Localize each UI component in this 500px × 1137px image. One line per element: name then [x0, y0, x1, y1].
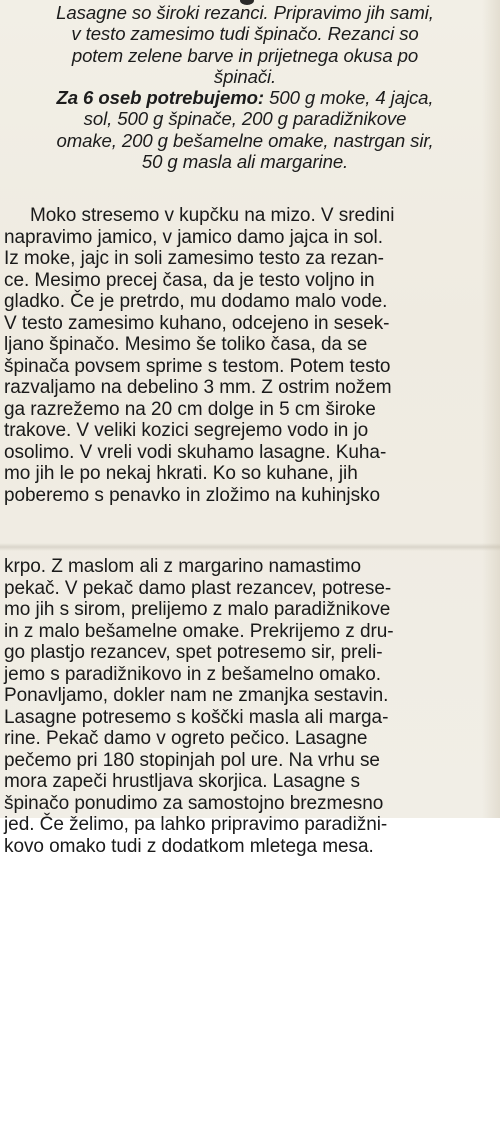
instruction-line: rine. Pekač damo v ogreto pečico. Lasagne: [4, 728, 368, 749]
recipe-intro: [6, 2, 484, 172]
instructions-part-2: [4, 556, 488, 857]
instruction-line: jed. Če želimo, pa lahko pripravimo paradižni-: [4, 814, 388, 835]
ingredients-text: 500 g moke, 4 jajca,: [264, 87, 434, 109]
instruction-line: napravimo jamico, v jamico damo jajca in sol.: [4, 226, 383, 248]
instruction-line: osolimo. V vreli vodi skuhamo lasagne. Kuha-: [4, 441, 387, 463]
ingredients-heading: Za 6 oseb potrebujemo:: [56, 87, 265, 109]
ingredients-text: sol, 500 g špinače, 200 g paradižnikove: [83, 108, 407, 130]
instruction-line: V testo zamesimo kuhano, odcejeno in sesek-: [4, 312, 390, 334]
instruction-line: poberemo s penavko in zložimo na kuhinjsko: [4, 484, 380, 506]
instruction-line: Lasagne potresemo s koščki masla ali marga-: [4, 706, 389, 728]
instruction-line: jemo s paradižnikovo in z bešamelno omako.: [4, 663, 382, 685]
instruction-line: krpo. Z maslom ali z margarino namastimo: [4, 556, 361, 577]
instruction-line: Moko stresemo v kupčku na mizo. V sredini: [30, 205, 395, 226]
ingredients-text: omake, 200 g bešamelne omake, nastrgan sir,: [56, 129, 434, 151]
intro-line: potem zelene barve in prijetnega okusa po: [71, 44, 419, 66]
instruction-line: mo jih le po nekaj hkrati. Ko so kuhane, jih: [4, 463, 358, 484]
instruction-line: ljano špinačo. Mesimo še toliko časa, da se: [4, 334, 368, 355]
instruction-line: pekač. V pekač damo plast rezancev, potrese-: [4, 577, 392, 599]
instruction-line: Iz moke, jajc in soli zamesimo testo za rezan-: [4, 248, 384, 269]
instructions-part-1: [4, 205, 488, 506]
instruction-line: mo jih s sirom, prelijemo z malo paradižnikove: [4, 599, 391, 620]
instruction-line: gladko. Če je pretrdo, mu dodamo malo vode.: [4, 291, 388, 312]
instruction-line: kovo omako tudi z dodatkom mletega mesa.: [4, 835, 374, 857]
intro-line: špinači.: [213, 65, 277, 87]
instruction-line: ce. Mesimo precej časa, da je testo voljno in: [4, 269, 375, 291]
instruction-line: mora zapeči hrustljava skorjica. Lasagne s: [4, 771, 360, 792]
instruction-line: špinača povsem sprime s testom. Potem testo: [4, 355, 391, 377]
instruction-line: špinačo ponudimo za samostojno brezmesno: [4, 792, 384, 814]
instruction-line: in z malo bešamelne omake. Prekrijemo z dru-: [4, 620, 394, 642]
paper-fold: [0, 543, 500, 551]
intro-line: v testo zamesimo tudi špinačo. Rezanci so: [71, 23, 419, 45]
instruction-line: Ponavljamo, dokler nam ne zmanjka sestavin.: [4, 685, 389, 706]
instruction-line: go plastjo rezancev, spet potresemo sir, preli-: [4, 642, 383, 663]
ingredients-text: 50 g masla ali margarine.: [141, 151, 349, 173]
instruction-line: trakove. V veliki kozici segrejemo vodo in jo: [4, 420, 369, 441]
instruction-line: razvaljamo na debelino 3 mm. Z ostrim nožem: [4, 377, 392, 398]
instruction-line: ga razrežemo na 20 cm dolge in 5 cm široke: [4, 398, 376, 420]
intro-line: Lasagne so široki rezanci. Pripravimo jih sami,: [56, 2, 434, 23]
instruction-line: pečemo pri 180 stopinjah pol ure. Na vrhu se: [4, 749, 380, 771]
